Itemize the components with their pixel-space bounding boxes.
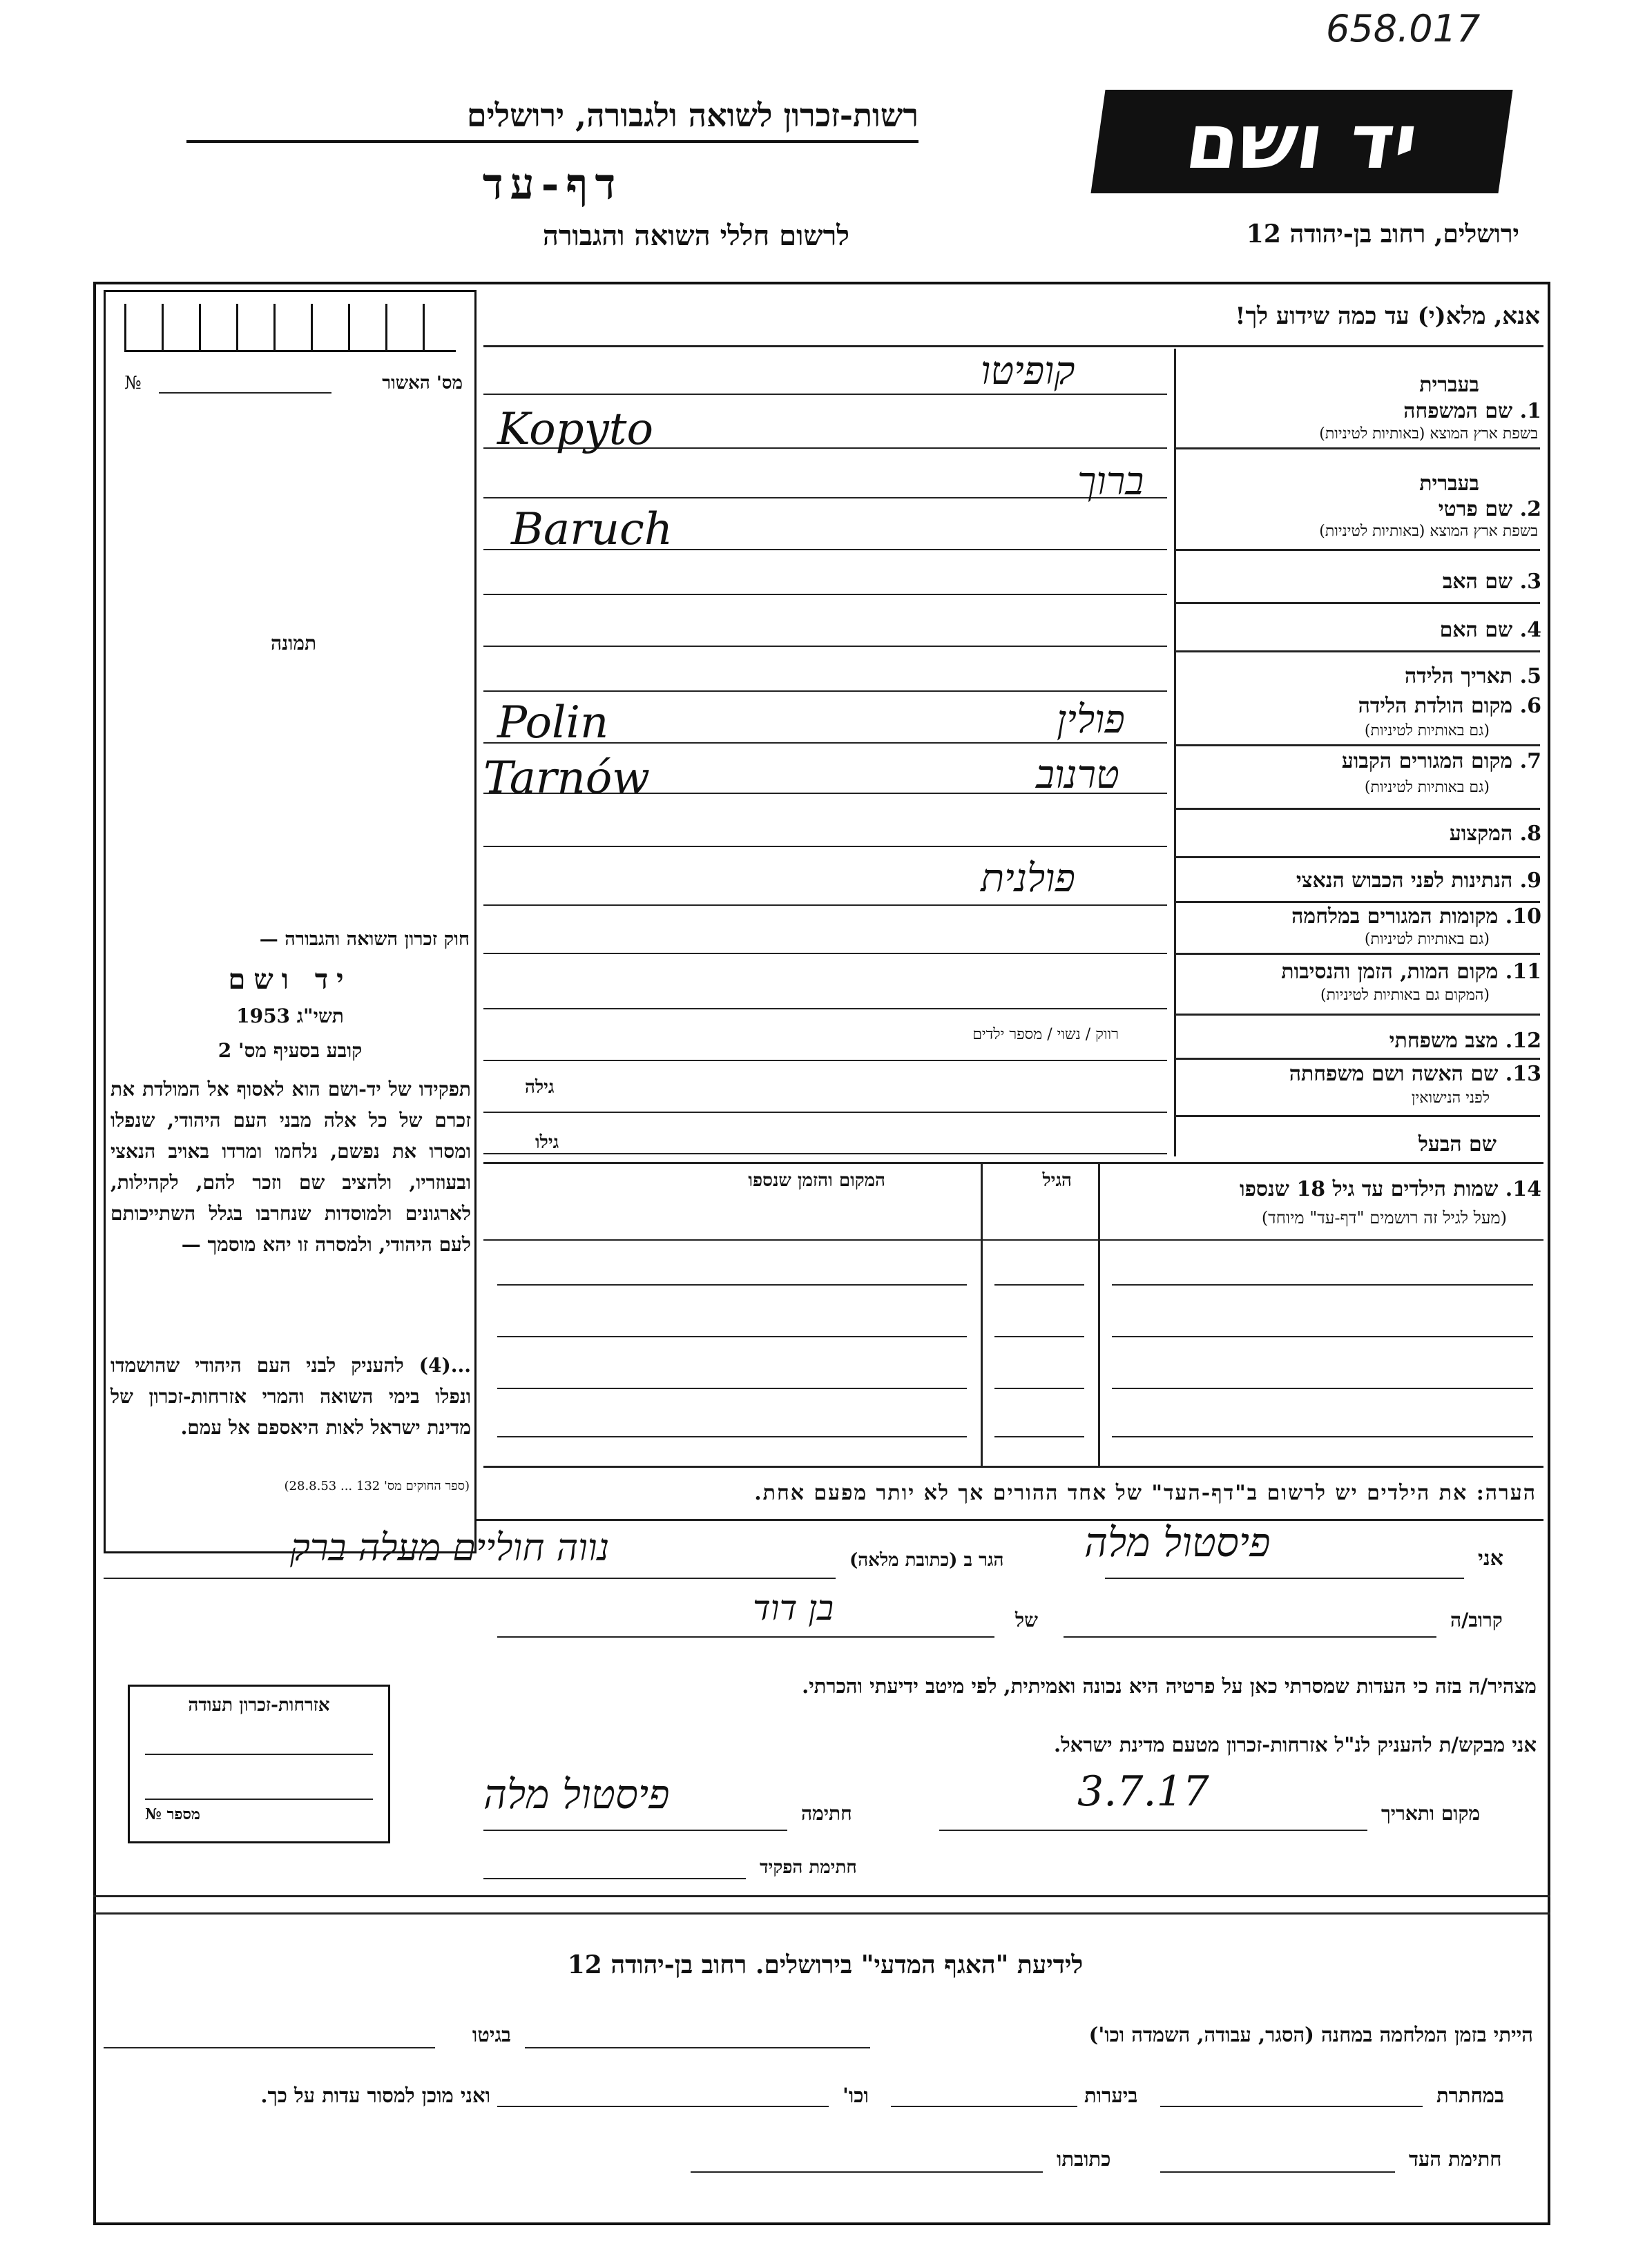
children-label: 14. שמות הילדים עד גיל 18 שנספו <box>1239 1177 1541 1201</box>
cert-number-label: מס' האשור <box>382 373 463 394</box>
field-6-latin-value: Polin <box>497 697 609 748</box>
footer-line2-a: במחתרת <box>1436 2084 1504 2107</box>
footer-line2-c: וכו' <box>843 2084 869 2107</box>
archive-number: 658.017 <box>1326 7 1481 50</box>
logo-text: יד ושם <box>1180 97 1423 186</box>
field-9-value: פולנית <box>981 856 1075 901</box>
field-2-label: 2. שם פרטי <box>1438 497 1541 521</box>
certificate-number-label: מספר № <box>145 1805 200 1823</box>
children-note: (מעל לגיל זה רושמים "דף-עד" מיוחד) <box>1261 1208 1507 1228</box>
children-age-column: הגיל <box>1042 1170 1072 1191</box>
field-6-hebrew-value: פולין <box>1057 697 1125 742</box>
field-6-note: (גם באותיות לטיניות) <box>1364 722 1490 739</box>
field-1-latin-value: Kopyto <box>497 404 653 455</box>
husband-name-label: שם הבעל <box>1418 1132 1497 1156</box>
law-title: חוק זכרון השואה והגבורה — <box>259 929 470 950</box>
field-11-label: 11. מקום המות, הזמן והנסיבות <box>1281 960 1541 984</box>
children-note-line: הערה: את הילדים יש לרשום ב"דף-העד" של אחד ההורים אך לא יותר מפעם אחת. <box>754 1481 1537 1505</box>
law-year: תשי"ג 1953 <box>236 1005 344 1027</box>
field-2-note: בשפת ארץ המוצא (באותיות לטיניות) <box>1319 523 1538 540</box>
statement-1: מצהיר/ה בזה כי העדות שמסרתי כאן על פרטיה היא נכונה ואמיתית, לפי מיטב ידיעתי והכרתי. <box>802 1674 1537 1698</box>
field-5-label: 5. תאריך הלידה <box>1405 664 1541 688</box>
field-2-hebrew-value: ברוך <box>1077 459 1144 504</box>
hebrew-label-2: בעברית <box>1419 472 1479 496</box>
place-date-value: 3.7.17 <box>1077 1767 1209 1816</box>
relative-label: קרוב/ה <box>1450 1609 1503 1631</box>
of-label: של <box>1015 1609 1038 1631</box>
header-address: ירושלים, רחוב בן-יהודה 12 <box>1246 220 1519 249</box>
law-reference: (ספר החוקים מס' 132 ... 28.8.53) <box>284 1479 470 1493</box>
form-intro: אנא, מלא(י) עד כמה שידוע לך! <box>1235 302 1540 330</box>
wife-age-label: גילה <box>525 1077 555 1098</box>
field-9-label: 9. הנתינות לפני הכבוש הנאצי <box>1296 869 1541 893</box>
ani-label: אני <box>1478 1547 1503 1571</box>
field-6-label: 6. מקום הולדת הלידה <box>1358 694 1541 718</box>
marital-status-options: רווק / נשוי / מספר ילדים <box>972 1026 1119 1043</box>
footer-line2-b: ביערות <box>1084 2084 1138 2107</box>
hebrew-label-1: בעברית <box>1419 373 1479 397</box>
field-1-note: בשפת ארץ המוצא (באותיות לטיניות) <box>1319 425 1538 443</box>
law-logo: יד ושם <box>228 963 352 996</box>
field-11-note: (המקום גם באותיות לטיניות) <box>1320 987 1490 1004</box>
law-text: תפקידו של יד-ושם הוא לאסוף אל המולדת את זכרם של כל אלה מבני העם היהודי, שנפלו ומסרו את נפשם, נלחמו ומרדו באויב הנאצי ובעוזריו, ולהציב שם וזכר להם, לקהילות, לארגונים ולמוסדות שנחרבו בגלל השתייכותם לעם היהודי, ולמסרה זו יהא מוסמך — <box>110 1078 471 1256</box>
place-date-label: מקום ותאריך <box>1381 1802 1481 1825</box>
footer-line1-a: הייתי בזמן המלחמה במחנה (הסגר, עבודה, השמדה וכו') <box>1088 2023 1533 2046</box>
signature-label: חתימה <box>801 1802 852 1825</box>
field-13-note: לפני הנישואין <box>1411 1089 1490 1107</box>
form-title: דף-עד <box>482 159 623 209</box>
photo-label: תמונה <box>270 632 317 655</box>
husband-age-label: גילו <box>535 1132 559 1153</box>
yad-vashem-logo <box>1090 90 1512 193</box>
field-1-hebrew-value: קופיטו <box>981 349 1075 394</box>
signature-value: פיסטול מלה <box>483 1771 670 1818</box>
law-text-2: ...(4) להעניק לבני העם היהודי שהושמדו ונפלו בימי השואה והמרי אזרחות-זכרון של מדינת ישראל לאות היאספם אל עמם. <box>110 1354 471 1439</box>
clerk-signature-label: חתימת הפקיד <box>760 1857 857 1878</box>
footer-line1-b: בגיטו <box>472 2023 511 2046</box>
field-4-label: 4. שם האם <box>1439 618 1541 642</box>
footer-line2-d: ואני מוכן למסור עדות על כך. <box>260 2084 490 2107</box>
law-clause: קובע בסעיף מס' 2 <box>218 1039 363 1062</box>
footer-title: לידיעת "האגף המדעי" בירושלים. רחוב בן-יהודה 12 <box>567 1950 1084 1979</box>
footer-line3-b: כתובתו <box>1057 2147 1111 2171</box>
field-7-label: 7. מקום המגורים הקבוע <box>1341 749 1541 773</box>
field-10-note: (גם באותיות לטיניות) <box>1364 931 1490 948</box>
field-1-label: 1. שם המשפחה <box>1403 399 1541 423</box>
field-7-latin-value: Tarnów <box>483 753 650 804</box>
ani-value: פיסטול מלה <box>1084 1519 1271 1566</box>
field-13-label: 13. שם האשה ושם משפחתה <box>1289 1062 1541 1086</box>
footer-line3-a: חתימת העד <box>1409 2147 1502 2171</box>
field-3-label: 3. שם האב <box>1442 570 1541 594</box>
address-value: נווה חוליים מעלה ברק <box>290 1526 610 1569</box>
statement-2: אני מבקש/ת להעניק לנ"ל אזרחות-זכרון מטעם מדינת ישראל. <box>1053 1733 1537 1756</box>
field-12-label: 12. מצב משפחתי <box>1389 1029 1541 1053</box>
labels-divider <box>1174 349 1176 1156</box>
address-label: הגר ב (כתובת מלאה) <box>849 1550 1004 1571</box>
field-7-note: (גם באותיות לטיניות) <box>1364 779 1490 796</box>
children-place-column: המקום והזמן שנספו <box>748 1170 885 1191</box>
relative-value: בן דוד <box>753 1588 834 1628</box>
tick-marks <box>124 304 456 352</box>
field-8-label: 8. המקצוע <box>1449 822 1541 846</box>
form-subtitle: לרשום חללי השואה והגבורה <box>542 220 849 252</box>
field-2-latin-value: Baruch <box>511 504 673 555</box>
field-7-hebrew-value: טרנוב <box>1036 753 1119 797</box>
field-10-label: 10. מקומות המגורים במלחמה <box>1291 904 1541 929</box>
certificate-title: אזרחות-זכרון תעודה <box>188 1695 330 1716</box>
cert-number-sign: № <box>124 373 142 394</box>
org-line: רשות-זכרון לשואה ולגבורה, ירושלים <box>466 97 918 134</box>
